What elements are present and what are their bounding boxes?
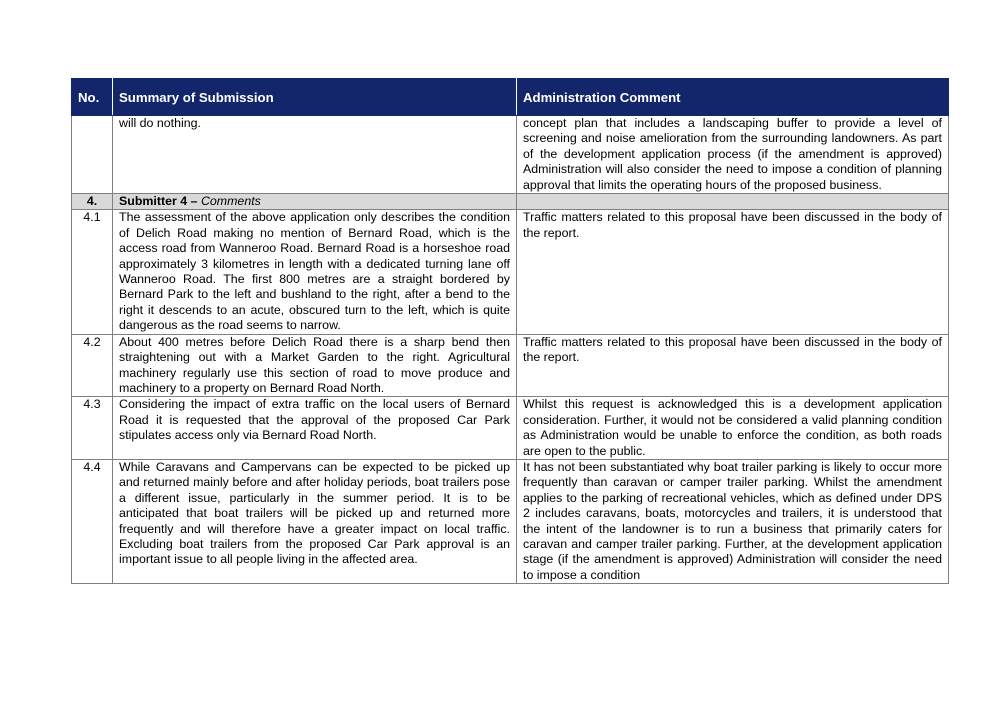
summary-cell: Considering the impact of extra traffic on the local users of Bernard Road it is requested that the approval of the proposed Car Park stipulates access only via Bernard Road North. (113, 397, 517, 460)
section-title (113, 194, 517, 210)
table-row-continued (72, 116, 949, 194)
summary-cell: will do nothing. (113, 116, 517, 194)
header-comment: Administration Comment (517, 79, 949, 116)
comment-cell: It has not been substantiated why boat trailer parking is likely to occur more frequently than caravan or camper trailer parking. Whilst the amendment applies to the parking of recreational vehicles, which as defined under DPS 2 includes caravans, boats, motorcycles and trailers, it is understood that the intent of the landowner is to run a business that primarily caters for caravan and camper trailer parking. Further, at the development application stage (if the amendment is approved) Administration will consider the need to impose a condition (517, 459, 949, 583)
section-empty-cell (517, 194, 949, 210)
table-row (72, 459, 949, 583)
table-row (72, 334, 949, 397)
row-number: 4.4 (72, 459, 113, 583)
row-number: 4.3 (72, 397, 113, 460)
header-summary: Summary of Submission (113, 79, 517, 116)
row-number: 4.2 (72, 334, 113, 397)
comment-cell: concept plan that includes a landscaping buffer to provide a level of screening and noise amelioration from the surrounding landowners. As part of the development application process (if the amendment is approved) Administration will also consider the need to impose a condition of planning approval that limits the operating hours of the proposed business. (517, 116, 949, 194)
table-header-row (72, 79, 949, 116)
comment-cell: Whilst this request is acknowledged this is a development application consideration. Further, it would not be considered a valid planning condition as Administration would be unable to enforce the condition, as both roads are open to the public. (517, 397, 949, 460)
section-row-submitter-4 (72, 194, 949, 210)
header-no: No. (72, 79, 113, 116)
comment-cell: Traffic matters related to this proposal have been discussed in the body of the report. (517, 210, 949, 334)
submissions-table (71, 78, 949, 584)
section-title-italic: Comments (200, 194, 261, 209)
section-title-bold: Submitter 4 – (119, 194, 198, 209)
row-number (72, 116, 113, 194)
comment-cell: Traffic matters related to this proposal have been discussed in the body of the report. (517, 334, 949, 397)
summary-cell: About 400 metres before Delich Road there is a sharp bend then straightening out with a Market Garden to the right. Agricultural machinery regularly use this section of road to move produce and machinery to a property on Bernard Road North. (113, 334, 517, 397)
summary-cell: While Caravans and Campervans can be expected to be picked up and returned mainly before and after holiday periods, boat trailers pose a different issue, particularly in the summer period. It is to be anticipated that boat trailers will be picked up and returned more frequently and will therefore have a greater impact on local traffic. Excluding boat trailers from the proposed Car Park approval is an important issue to all people living in the affected area. (113, 459, 517, 583)
submissions-table-container (71, 78, 948, 584)
section-number: 4. (72, 194, 113, 210)
table-row (72, 210, 949, 334)
table-row (72, 397, 949, 460)
row-number: 4.1 (72, 210, 113, 334)
summary-cell: The assessment of the above application only describes the condition of Delich Road making no mention of Bernard Road, which is the access road from Wanneroo Road. Bernard Road is a horseshoe road approximately 3 kilometres in length with a dedicated turning lane off Wanneroo Road. The first 800 metres are a straight bordered by Bernard Park to the left and bushland to the right, after a bend to the right it descends to an acute, obscured turn to the left, which is quite dangerous as the road seems to narrow. (113, 210, 517, 334)
